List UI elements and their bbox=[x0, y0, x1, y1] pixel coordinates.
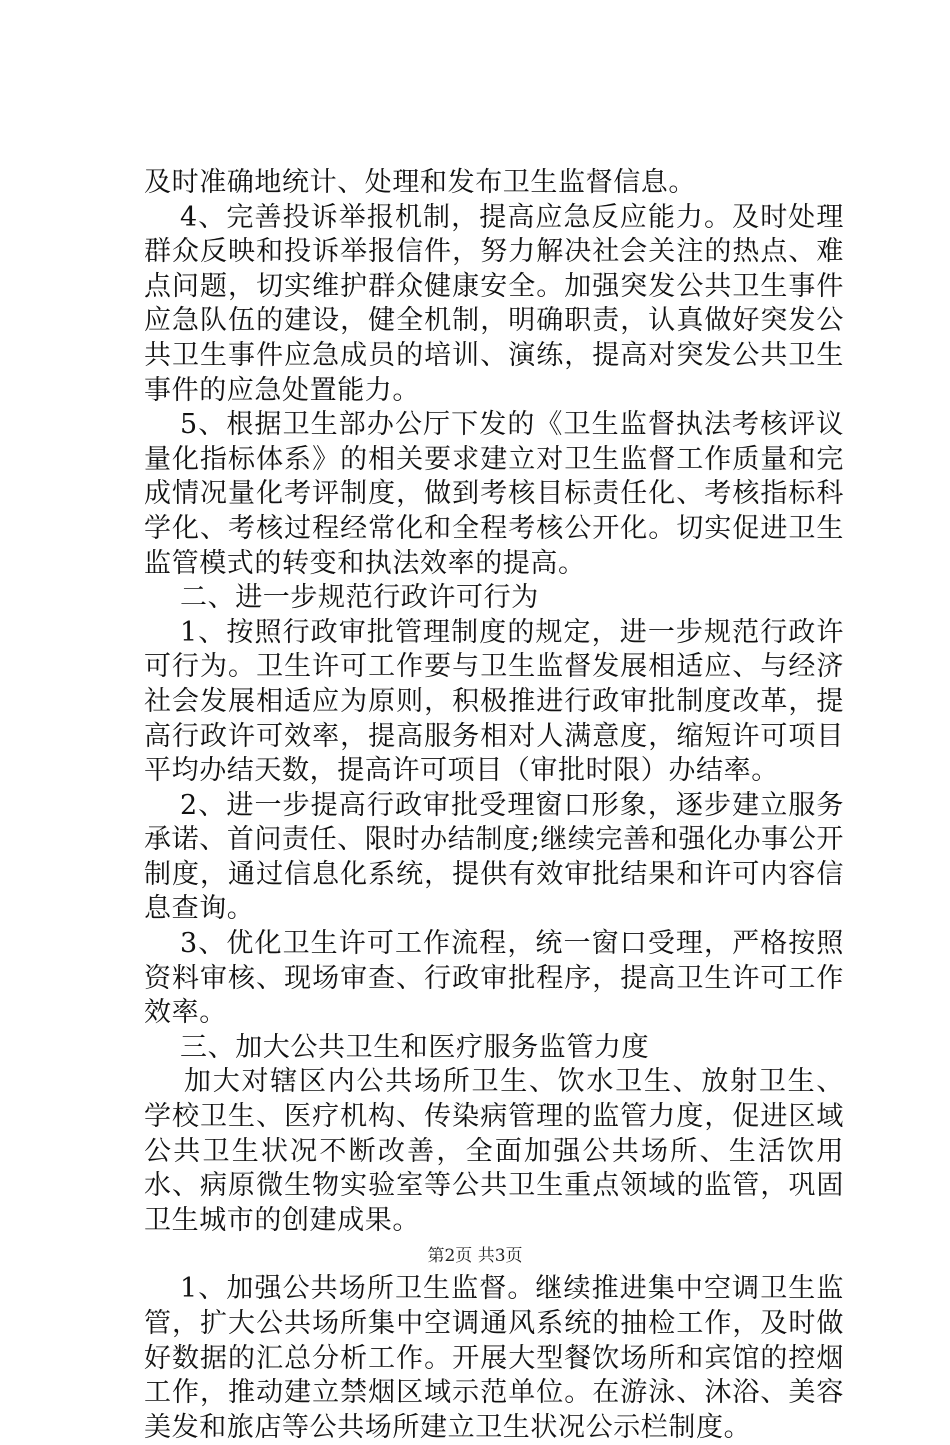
paragraph-section3-item-1: 1、加强公共场所卫生监督。继续推进集中空调卫生监管，扩大公共场所集中空调通风系统的抽检工作，及时做好数据的汇总分析工作。开展大型餐饮场所和宾馆的控烟工作，推动建立禁烟区域示范单位。在游泳、沐浴、美容美发和旅店等公共场所建立卫生状况公示栏制度。 bbox=[144, 1273, 844, 1443]
section-heading-3: 三、加大公共卫生和医疗服务监管力度 bbox=[180, 1031, 650, 1063]
paragraph-continuation: 及时准确地统计、处理和发布卫生监督信息。 bbox=[144, 167, 696, 198]
paragraph-section2-item-2: 2、进一步提高行政审批受理窗口形象，逐步建立服务承诺、首问责任、限时办结制度;继续完善和强化办事公开制度，通过信息化系统，提供有效审批结果和许可内容信息查询。 bbox=[144, 789, 844, 925]
paragraph-section2-item-3: 3、优化卫生许可工作流程，统一窗口受理，严格按照资料审核、现场审查、行政审批程序，提高卫生许可工作效率。 bbox=[144, 928, 844, 1029]
page-footer: 第2页 共3页 bbox=[427, 1246, 523, 1266]
paragraph-section3-intro: 加大对辖区内公共场所卫生、饮水卫生、放射卫生、学校卫生、医疗机构、传染病管理的监管力度，促进区域公共卫生状况不断改善，全面加强公共场所、生活饮用水、病原微生物实验室等公共卫生重点领域的监管，巩固卫生城市的创建成果。 bbox=[144, 1066, 844, 1236]
paragraph-section2-item-1: 1、按照行政审批管理制度的规定，进一步规范行政许可行为。卫生许可工作要与卫生监督发展相适应、与经济社会发展相适应为原则，积极推进行政审批制度改革，提高行政许可效率，提高服务相对人满意度，缩短许可项目平均办结天数，提高许可项目（审批时限）办结率。 bbox=[144, 616, 844, 787]
paragraph-item-4: 4、完善投诉举报机制，提高应急反应能力。及时处理群众反映和投诉举报信件，努力解决社会关注的热点、难点问题，切实维护群众健康安全。加强突发公共卫生事件应急队伍的建设，健全机制，明确职责，认真做好突发公共卫生事件应急成员的培训、演练，提高对突发公共卫生事件的应急处置能力。 bbox=[144, 201, 844, 406]
section-heading-2: 二、进一步规范行政许可行为 bbox=[180, 582, 539, 614]
paragraph-item-5: 5、根据卫生部办公厅下发的《卫生监督执法考核评议量化指标体系》的相关要求建立对卫生监督工作质量和完成情况量化考评制度，做到考核目标责任化、考核指标科学化、考核过程经常化和全程考核公开化。切实促进卫生监管模式的转变和执法效率的提高。 bbox=[144, 409, 844, 579]
